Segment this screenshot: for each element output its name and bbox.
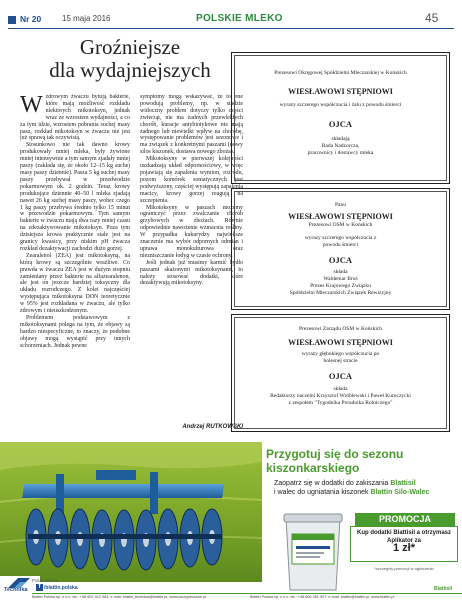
page-number: 45 xyxy=(425,11,439,25)
silo-roller-photo xyxy=(0,442,262,582)
obituary-signers-label: składają xyxy=(331,136,350,142)
obituary-name: WIESŁAWOWI STĘPNIOWI xyxy=(288,87,393,96)
obituary-signers: z zespołem "Tygodnika Poradnika Rolniczego" xyxy=(288,400,393,406)
obituary-signers: Waldemar Broś xyxy=(323,276,358,282)
article-paragraph: symptomy mogą wskazywać, że to one powodują problemy, np. w stadzie widoczny problem dotyczy tylko części zwierząt, nie ma żadnych przewlekłych chorób, kuracje antybiotykowe nie mają żadnego lub niewielki wpływ na chorobę, występowanie problemów jest sezonowe i ma związek z konkretnymi paszami (nowy silos kiszonek, dostawa nowego zboża). xyxy=(140,94,243,156)
article-paragraph: Problemem podstawowym z mikotoksynami polega na tym, że objawy są bardzo niespecyficzne, to znaczy, że podobne objawy mogą wystąpić przy innych schorzeniach. Jednak pewne xyxy=(20,315,130,349)
article-paragraph: Mikotoksyny w pierwszej kolejności uszkadzają układ odpornościowy, w więc pojawiają się zapalenia wymion, rozrodu, pozom komórek somatycznych jest podwyższony, częściej występują zapalenia macicy, krowy gorzej reagują na szczepienia. xyxy=(140,156,243,204)
article-paragraph: Mikotoksyny w paszach możemy ograniczyć przez zwalczanie chorób grzybowych w zbożach. Równie odpowiednie nawożenie wzmacnia rośliny. W przypadku kukurydzy największe znaczenie ma wybór odpornych odmian i uprawa monokulturowa oraz niezniszczanie łodyg w czasie ochrony. xyxy=(140,204,243,259)
obituary-deceased: OJCA xyxy=(328,119,353,129)
obituary-condolence: wyrazy szczerego współczucia z powodu śmierci xyxy=(304,235,377,248)
promo-text: Kup dodatki Blattisil a otrzymasz Aplikator za xyxy=(356,530,452,544)
footer-address-left: Blattin Polska sp. z o.o. tel.: +48 602 412 983, e-mail: blattin_technika@blattin.pl, www.wozypaszowe.pl xyxy=(32,595,207,599)
obituary-signers: Redaktorzy naczelni Krzysztof Wróblewski i Paweł Kuroczycki xyxy=(270,393,411,399)
obituary-name: WIESŁAWOWI STĘPNIOWI xyxy=(288,338,393,347)
obituary-condolence: wyrazy głębokiego współczucia po bolesnej stracie xyxy=(301,351,380,364)
obituary-signers-label: składa xyxy=(333,386,348,392)
promo-box xyxy=(350,526,458,562)
obituary-recipient: Prezesowi Okręgowej Spółdzielni Mleczarskiej w Końskich xyxy=(274,70,407,76)
footer-brand-right: Blattisil xyxy=(434,586,453,592)
obituary-deceased: OJCA xyxy=(328,371,353,381)
obituary-recipient: Panu xyxy=(335,202,346,208)
article-paragraph: Jeśli jednak już musimy karmić bydło paszami skażonymi mikotoksynami, to należy stosować dodatki, które dezaktywują mikotoksyny. xyxy=(140,259,243,287)
obituary-condolence: wyrazy szczerego współczucia i żalu z powodu śmierci xyxy=(279,102,402,108)
article-title-line-2: dla wydajniejszych xyxy=(49,58,211,82)
obituary-deceased: OJCA xyxy=(328,255,353,265)
footer-address-right: Blattin Polska sp. z o.o. tel.: +48 606 351 907, e-mail: blattin@blattin.pl, www.blattin.pl xyxy=(250,595,395,599)
article-paragraph: Zearalenol (ZEA) jest mikotoksyną, na którą krowy są szczególnie wrażliwe. Co prawda w żwaczu ZEA jest w dużym stopniu zamieniany przez bakterie na alfazearalenon, ale jest on jeszcze bardziej toksyczny dla układu rozrodczego. Z kolei najczęściej występująca mikotoksyna DON teoretycznie w 95% jest rozkładana w żwaczu, ale tylko zdrowym i nieuszkodzonym. xyxy=(20,252,130,315)
footer-brand-left: Technika xyxy=(4,587,28,593)
obituary-recipient: Prezesowi Zarządu OSM w Końskich xyxy=(298,326,383,332)
obituary-box-3 xyxy=(231,314,450,432)
magazine-title: POLSKIE MLEKO xyxy=(196,13,283,24)
article-title xyxy=(20,36,240,82)
obituary-box-1 xyxy=(231,52,450,184)
ad-body-line-2: i walec do ugniatania kiszonek xyxy=(274,489,369,496)
silo-roller-image xyxy=(0,442,262,582)
header-rule xyxy=(8,28,454,29)
ad-body xyxy=(274,479,460,497)
issue-date: 15 maja 2016 xyxy=(62,14,111,23)
header-square-icon xyxy=(8,16,16,24)
promo-footnote: *szczegóły promocji w ogłoszeniu xyxy=(374,566,434,571)
obituary-signers: Spółdzielni Mleczarskich Związek Rewizyjny xyxy=(289,290,392,296)
obituary-recipient-title: Prezesowi OSM w Końskich xyxy=(308,222,373,228)
facebook-icon: f xyxy=(36,584,43,591)
obituary-signers: Prezes Krajowego Związku xyxy=(310,283,371,289)
obituary-box-2 xyxy=(231,188,450,310)
article-author: Andrzej RUTKOWSKI xyxy=(182,424,243,430)
page-header xyxy=(0,12,462,30)
article-column-1 xyxy=(20,94,130,430)
ad-headline: Przygotuj się do sezonu kiszonkarskiego xyxy=(266,447,404,475)
promo-price: 1 zł* xyxy=(392,542,415,554)
ad-brand-silo-walec: Blattin Silo-Walec xyxy=(370,489,430,496)
promo-label: PROMOCJA xyxy=(355,513,455,526)
obituary-signers: pracownicy i dostawcy mleka xyxy=(307,150,374,156)
article-column-2 xyxy=(140,94,243,430)
article-paragraph: Wzdrowym żwaczu bytują bakterie, które mają możliwość rozkładu niektórych mikotoksyn, jednak wraz ze wzrostem wydajności, a co za tym idzie, wzrostem pobrania suchej masy pasz, rozkład mikotoksyn w żwaczu nie jest już sprawą tak oczywistą. xyxy=(20,94,130,142)
footer-social-handle[interactable]: /blattin.polska xyxy=(44,585,78,591)
ad-footer xyxy=(0,576,462,600)
ad-brand-blattisil: Blattisil xyxy=(390,480,416,487)
footer-rule xyxy=(32,593,462,594)
article-paragraph: Stosunkowo nie tak dawno krowy produkowały mniej mleka, były żywione mniej intensywnie a tym samym zjadały mniej paszy (zakłada się, że około 12–15 kg suchej masy paszy dziennie). Pasza 5 kg suchej masy paszy przebywał w przedwodzie pokarmowym ok. 2 godzin. Teraz krowy produkujące dziennie 40–50 l mleka zjadają nawet 26 kg suchej masy paszy, wobec czego 1 kg paszy przebywa średnio tylko 15 minut w przewodzie pokarmowym. Tym samym bakterie w żwaczu mają dwa razy mniej czasu na zdezaktywowanie mikotoksyn. Poza tym dzisiejsza krowa praktycznie stale jest na granicy kwasicy, przy niskim pH żwacza rozkład dezaktywacji zachodzi dużo gorzej. xyxy=(20,142,130,252)
footer-follow-text: Polub nas na xyxy=(32,578,59,583)
obituary-name: WIESŁAWOWI STĘPNIOWI xyxy=(288,212,393,221)
obituary-signers: Rada Nadzorcza, xyxy=(321,143,360,149)
obituary-signers-label: składa xyxy=(333,269,348,275)
issue-number: Nr 20 xyxy=(20,14,42,24)
article-title-line-1: Groźniejsze xyxy=(79,35,181,59)
ad-body-line-1: Zaopatrz się w dodatki do zakiszania xyxy=(274,480,389,487)
drop-cap: W xyxy=(20,94,43,118)
